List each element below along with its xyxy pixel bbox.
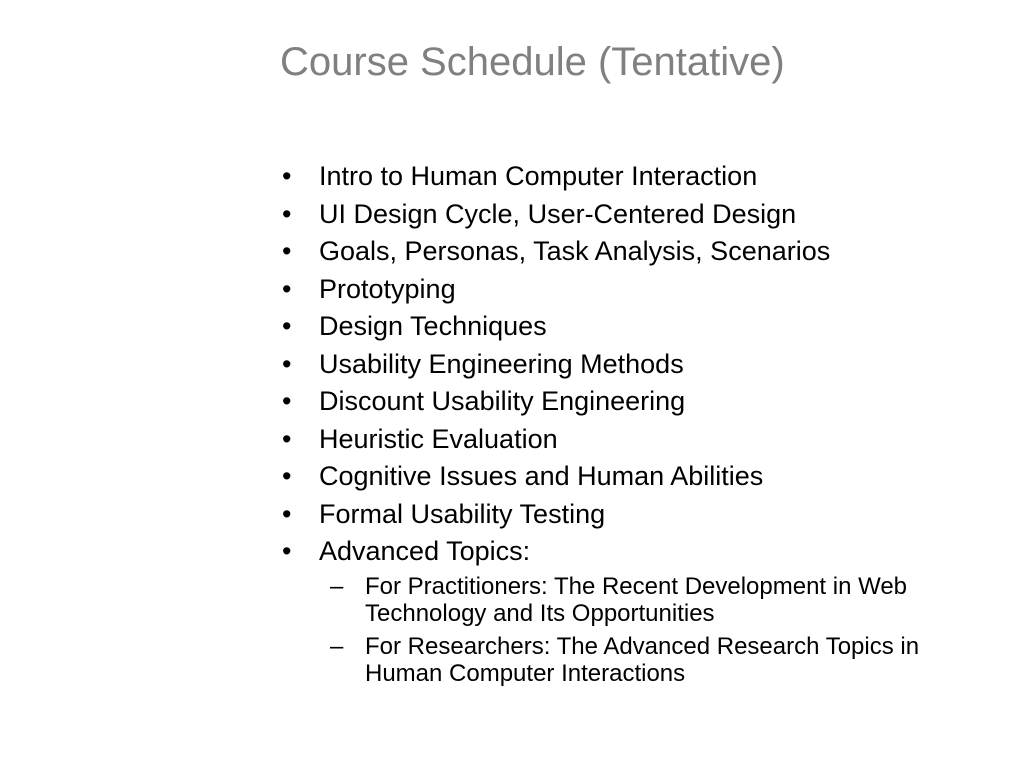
bullet-item [280, 496, 980, 534]
bullet-marker: • [282, 273, 292, 304]
bullet-text: Goals, Personas, Task Analysis, Scenarios [319, 236, 831, 266]
bullet-item [280, 271, 980, 309]
sub-bullet-list [280, 573, 980, 687]
bullet-text: Cognitive Issues and Human Abilities [319, 461, 764, 491]
sub-bullet-text: For Researchers: The Advanced Research Topics in Human Computer Interactions [365, 632, 920, 687]
bullet-text: Discount Usability Engineering [319, 386, 686, 416]
bullet-text: Design Techniques [319, 311, 547, 341]
bullet-marker: • [282, 461, 292, 491]
bullet-item [280, 308, 980, 346]
sub-list-container [280, 573, 980, 687]
slide-title: Course Schedule (Tentative) [280, 40, 785, 84]
bullet-item [280, 196, 980, 234]
bullet-marker: • [282, 348, 292, 379]
bullet-item [280, 383, 980, 421]
bullet-marker: • [282, 423, 292, 454]
bullet-list [280, 158, 980, 693]
bullet-text: Prototyping [319, 273, 456, 304]
bullet-marker: • [282, 161, 292, 191]
bullet-item [280, 233, 980, 271]
sub-bullet-item [330, 573, 980, 627]
bullet-marker: • [282, 498, 292, 529]
bullet-item [280, 458, 980, 496]
bullet-text: Intro to Human Computer Interaction [319, 161, 758, 191]
sub-bullet-text: For Practitioners: The Recent Development in Web Technology and Its Opportunities [365, 572, 908, 627]
bullet-item [280, 158, 980, 196]
bullet-item [280, 421, 980, 459]
bullet-item [280, 533, 980, 571]
bullet-marker: • [282, 386, 292, 416]
sub-bullet-item [330, 633, 980, 687]
bullet-marker: • [282, 536, 292, 566]
bullet-item [280, 346, 980, 384]
bullet-text: Advanced Topics: [319, 536, 531, 566]
bullet-marker: • [282, 311, 292, 341]
bullet-marker: • [282, 236, 292, 266]
sub-bullet-marker: – [330, 572, 344, 600]
bullet-text: UI Design Cycle, User-Centered Design [319, 198, 797, 229]
bullet-text: Heuristic Evaluation [319, 423, 558, 454]
bullet-text: Formal Usability Testing [319, 498, 606, 529]
bullet-text: Usability Engineering Methods [319, 348, 684, 379]
bullet-marker: • [282, 198, 292, 229]
sub-bullet-marker: – [330, 632, 344, 660]
